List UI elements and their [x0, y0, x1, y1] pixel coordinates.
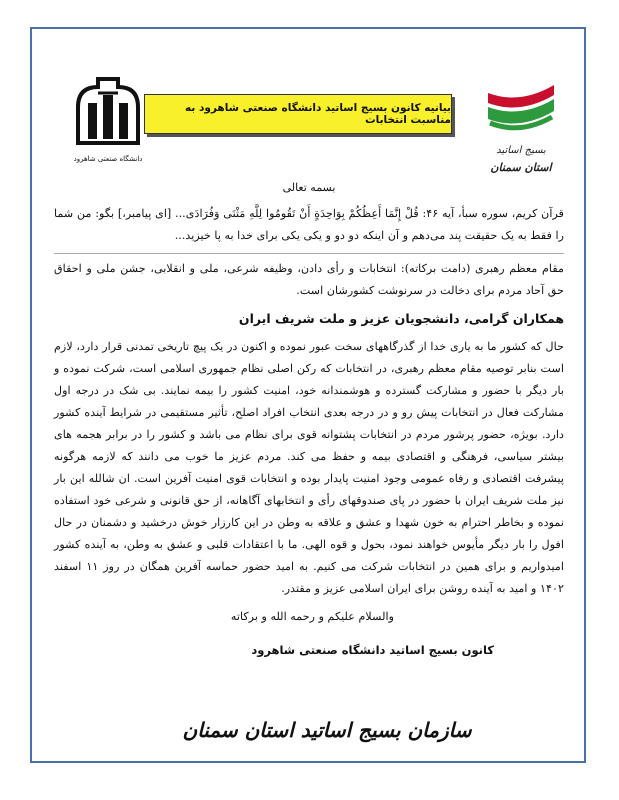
quran-verse: قرآن کریم، سوره سبأ، آیه ۴۶: قُلْ إِنَّمَا أَعِظُكُمْ بِوَاحِدَةٍ أَنْ تَقُومُوا لِلَّهِ مَثْنَى وَفُرَادَى... [ای پیامبر،] بگو: من شما را فقط به یک حقیقت پند می‌دهم و آن اینکه دو دو و یکی یکی برای خدا به پا خیزید... — [54, 207, 564, 242]
basij-professors-logo — [480, 71, 562, 183]
university-name-text: دانشگاه صنعتی شاهرود — [73, 155, 143, 163]
main-paragraph: حال که کشور ما به یاری خدا از گذرگاههای سخت عبور نموده و اکنون در یک پیچ تاریخی تمدنی قرار دارد، لازم است بنابر توصیه مقام معظم رهبری، در انتخابات که رکن اصلی نظام جمهوری اسلامی است، شرکت نموده و بار دیگر با حضور و مشارکت گسترده و هوشمندانه خود، امنیت کشور را بیمه نمایند. بی شک در درجه اول مشارکت فعال در انتخابات پیش رو و در درجه بعدی انتخاب افراد اصلح، تأثیر مستقیمی در شرایط آینده کشور دارد. بویژه، حضور پرشور مردم در انتخابات پشتوانه قوی برای نظام می باشد و کشور را در برابر هجمه های بیشتر سیاسی، فرهنگی و اقتصادی بیمه و حفظ می کند. مردم عزیز ما خوب می دانند که لازمه هرگونه پیشرفت اقتصادی و رفاه عمومی وجود امنیت پایدار بوده و انتخابات قوی امنیت آفرین است. ان شالله این بار نیز ملت شریف ایران با حضور در پای صندوقهای رأی و انتخابهای آگاهانه، از حق قانونی و شرعی خود استفاده نموده و بخاطر احترام به خون شهدا و عشق و علاقه به وطن در این کارزار خوش درخشید و دشمنان در حال افول را بار دیگر مأیوس خواهند نمود، بحول و قوه الهی. ما با اعتقادات قلبی و عشق به وطن، به آینده کشور امیدواریم و برای همین در انتخابات شرکت می کنیم. به امید حضور حماسه آفرین همگان در روز ۱۱ اسفند ۱۴۰۲ و امید به آینده روشن برای ایران اسلامی عزیز و مقتدر. — [54, 340, 564, 595]
logo-text-bottom: استان سمنان — [490, 161, 552, 174]
logo-text-top: بسیج اساتید — [496, 145, 546, 156]
calligraphy-signature — [182, 705, 472, 749]
statement-title-text: بیانیه کانون بسیج اساتید دانشگاه صنعتی شاهرود به مناسبت انتخابات — [185, 102, 451, 126]
address-heading: همکاران گرامی، دانشجویان عزیز و ملت شریف ایران — [238, 311, 564, 326]
leader-quote: مقام معظم رهبری (دامت برکاته): انتخابات و رأی دادن، وظیفه شرعی، ملی و انقلابی، جشن ملی و احقاق حق آحاد مردم برای دخالت در سرنوشت کشورشان است. — [54, 262, 564, 297]
closing-salutation: والسلام علیکم و رحمه الله و برکاته — [230, 610, 394, 623]
divider — [54, 253, 564, 254]
document-header — [32, 29, 584, 174]
document-frame — [30, 27, 586, 763]
shahrood-university-logo — [72, 73, 144, 173]
bismillah: بسمه تعالی — [282, 181, 336, 194]
signer-name: کانون بسیج اساتید دانشگاه صنعتی شاهرود — [251, 643, 494, 658]
statement-body — [54, 177, 564, 673]
statement-title — [144, 94, 452, 134]
signature-text: سازمان بسیج اساتید استان سمنان — [182, 718, 472, 742]
